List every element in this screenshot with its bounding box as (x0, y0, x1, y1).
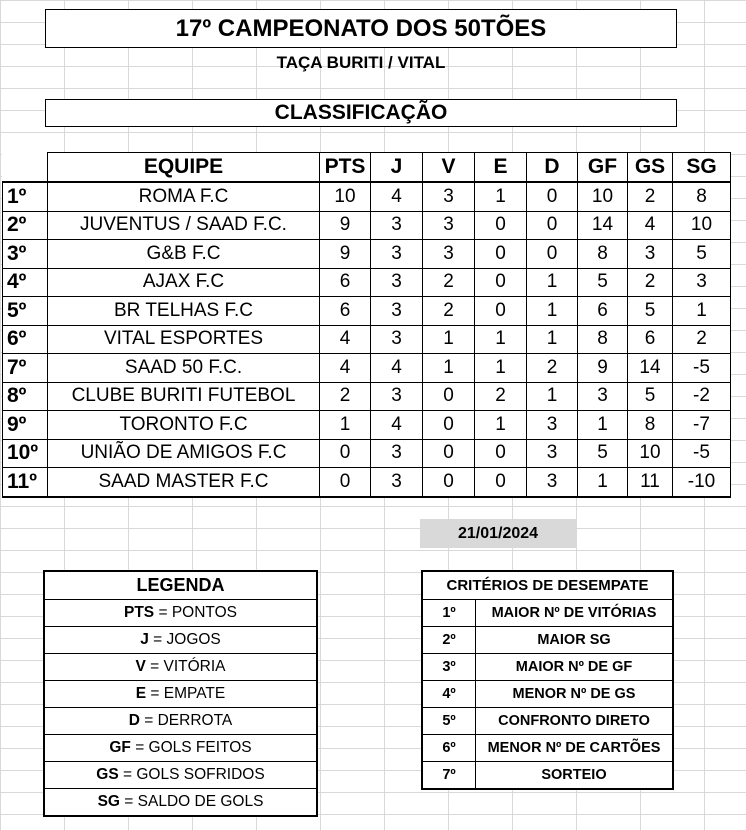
stat-v: 2 (423, 268, 475, 297)
column-header-j: J (371, 153, 423, 183)
team-name: AJAX F.C (48, 268, 320, 297)
legend-item (44, 708, 317, 735)
stat-d: 1 (527, 297, 578, 326)
stat-pts: 9 (320, 240, 371, 269)
stat-gs: 5 (628, 297, 673, 326)
stat-d: 3 (527, 439, 578, 468)
team-name: JUVENTUS / SAAD F.C. (48, 211, 320, 240)
stat-sg: 2 (673, 325, 731, 354)
standings-header-row (3, 153, 731, 183)
legend-abbr: SG (97, 793, 120, 810)
team-name: SAAD 50 F.C. (48, 354, 320, 383)
column-header-e: E (475, 153, 527, 183)
legend-entry (44, 789, 317, 817)
table-row (3, 211, 731, 240)
legend-title: LEGENDA (44, 571, 317, 600)
stat-d: 1 (527, 382, 578, 411)
stat-v: 3 (423, 182, 475, 211)
criteria-title: CRITÉRIOS DE DESEMPATE (422, 571, 673, 600)
column-header-gs: GS (628, 153, 673, 183)
legend-entry (44, 708, 317, 735)
legend-item (44, 654, 317, 681)
stat-gf: 1 (578, 411, 628, 440)
position-cell: 11º (3, 468, 48, 497)
team-name: CLUBE BURITI FUTEBOL (48, 382, 320, 411)
page-title: 17º CAMPEONATO DOS 50TÕES (45, 9, 677, 48)
stat-d: 0 (527, 182, 578, 211)
page-subtitle: TAÇA BURITI / VITAL (276, 53, 446, 72)
criteria-text: SORTEIO (476, 762, 674, 790)
table-row (3, 297, 731, 326)
stat-pts: 4 (320, 325, 371, 354)
criteria-text: MENOR Nº DE CARTÕES (476, 735, 674, 762)
stat-v: 3 (423, 211, 475, 240)
criteria-rank: 2º (422, 627, 476, 654)
stat-gs: 8 (628, 411, 673, 440)
stat-gf: 6 (578, 297, 628, 326)
stat-sg: -2 (673, 382, 731, 411)
criteria-rank: 5º (422, 708, 476, 735)
stat-j: 4 (371, 354, 423, 383)
legend-desc: = DERROTA (139, 712, 233, 729)
stat-e: 1 (475, 354, 527, 383)
stat-pts: 1 (320, 411, 371, 440)
stat-pts: 6 (320, 297, 371, 326)
legend-item (44, 735, 317, 762)
column-header-v: V (423, 153, 475, 183)
criteria-rank: 7º (422, 762, 476, 790)
stat-e: 0 (475, 268, 527, 297)
stat-e: 1 (475, 182, 527, 211)
legend-header-row (44, 571, 317, 600)
stat-sg: 1 (673, 297, 731, 326)
legend-abbr: J (140, 631, 149, 648)
stat-sg: -7 (673, 411, 731, 440)
legend-abbr: PTS (124, 604, 155, 621)
stat-pts: 10 (320, 182, 371, 211)
legend-desc: = PONTOS (154, 604, 237, 621)
legend-abbr: E (135, 685, 147, 702)
position-cell: 5º (3, 297, 48, 326)
legend-entry (44, 735, 317, 762)
criteria-rank: 6º (422, 735, 476, 762)
stat-v: 0 (423, 382, 475, 411)
legend-abbr: GS (96, 766, 119, 783)
criteria-body (422, 571, 673, 789)
table-row (3, 268, 731, 297)
stat-e: 1 (475, 325, 527, 354)
stat-pts: 2 (320, 382, 371, 411)
stat-sg: 10 (673, 211, 731, 240)
legend-item (44, 789, 317, 817)
stat-d: 1 (527, 268, 578, 297)
stat-gs: 3 (628, 240, 673, 269)
team-name: SAAD MASTER F.C (48, 468, 320, 497)
stat-e: 1 (475, 411, 527, 440)
stat-e: 0 (475, 240, 527, 269)
stat-j: 3 (371, 325, 423, 354)
legend-desc: = SALDO DE GOLS (119, 793, 264, 810)
stat-gs: 5 (628, 382, 673, 411)
stat-j: 3 (371, 268, 423, 297)
criteria-item (422, 600, 673, 627)
stat-j: 3 (371, 297, 423, 326)
stat-gf: 5 (578, 268, 628, 297)
stat-v: 0 (423, 439, 475, 468)
criteria-text: MAIOR Nº DE VITÓRIAS (476, 600, 674, 627)
stat-j: 3 (371, 468, 423, 497)
stat-v: 0 (423, 411, 475, 440)
table-row (3, 182, 731, 211)
criteria-item (422, 735, 673, 762)
legend-desc: = VITÓRIA (145, 658, 226, 675)
stat-d: 2 (527, 354, 578, 383)
table-row (3, 439, 731, 468)
criteria-text: CONFRONTO DIRETO (476, 708, 674, 735)
table-row (3, 240, 731, 269)
stat-gs: 6 (628, 325, 673, 354)
team-name: TORONTO F.C (48, 411, 320, 440)
table-row (3, 411, 731, 440)
stat-gs: 2 (628, 268, 673, 297)
legend-desc: = GOLS FEITOS (130, 739, 252, 756)
position-cell: 3º (3, 240, 48, 269)
legend-desc: = EMPATE (146, 685, 226, 702)
stat-j: 4 (371, 411, 423, 440)
team-name: UNIÃO DE AMIGOS F.C (48, 439, 320, 468)
table-row (3, 325, 731, 354)
stat-j: 4 (371, 182, 423, 211)
stat-gs: 11 (628, 468, 673, 497)
standings-table (2, 152, 731, 498)
position-cell: 10º (3, 439, 48, 468)
stat-d: 1 (527, 325, 578, 354)
stat-e: 0 (475, 297, 527, 326)
stat-gf: 5 (578, 439, 628, 468)
stat-e: 0 (475, 211, 527, 240)
stat-sg: -5 (673, 439, 731, 468)
legend-entry (44, 681, 317, 708)
legend-entry (44, 654, 317, 681)
legend-item (44, 762, 317, 789)
stat-gf: 1 (578, 468, 628, 497)
stat-v: 1 (423, 354, 475, 383)
stat-sg: -10 (673, 468, 731, 497)
legend-desc: = GOLS SOFRIDOS (118, 766, 265, 783)
legend-item (44, 600, 317, 627)
legend-entry (44, 627, 317, 654)
team-name: BR TELHAS F.C (48, 297, 320, 326)
stat-d: 0 (527, 211, 578, 240)
stat-v: 2 (423, 297, 475, 326)
stat-gf: 10 (578, 182, 628, 211)
stat-sg: -5 (673, 354, 731, 383)
tiebreak-criteria-table (421, 570, 674, 790)
stat-pts: 0 (320, 439, 371, 468)
criteria-item (422, 708, 673, 735)
stat-d: 3 (527, 468, 578, 497)
stat-d: 0 (527, 240, 578, 269)
table-row (3, 382, 731, 411)
column-header-pts: PTS (320, 153, 371, 183)
stat-gs: 14 (628, 354, 673, 383)
stat-j: 3 (371, 240, 423, 269)
standings-body (3, 182, 731, 497)
stat-sg: 5 (673, 240, 731, 269)
stat-gf: 3 (578, 382, 628, 411)
team-name: G&B F.C (48, 240, 320, 269)
criteria-header-row (422, 571, 673, 600)
stat-sg: 3 (673, 268, 731, 297)
stat-v: 3 (423, 240, 475, 269)
stat-pts: 0 (320, 468, 371, 497)
legend-entry (44, 762, 317, 789)
criteria-item (422, 627, 673, 654)
stat-v: 1 (423, 325, 475, 354)
position-cell: 9º (3, 411, 48, 440)
stat-e: 2 (475, 382, 527, 411)
legend-abbr: D (128, 712, 140, 729)
column-header-sg: SG (673, 153, 731, 183)
stat-j: 3 (371, 211, 423, 240)
stat-gs: 4 (628, 211, 673, 240)
date-label: 21/01/2024 (420, 519, 576, 548)
legend-table (43, 570, 318, 817)
legend-entry (44, 600, 317, 627)
criteria-text: MAIOR SG (476, 627, 674, 654)
table-row (3, 468, 731, 497)
stat-j: 3 (371, 439, 423, 468)
stat-pts: 9 (320, 211, 371, 240)
stat-pts: 4 (320, 354, 371, 383)
stat-gf: 9 (578, 354, 628, 383)
stat-sg: 8 (673, 182, 731, 211)
stat-gf: 14 (578, 211, 628, 240)
criteria-rank: 1º (422, 600, 476, 627)
stat-v: 0 (423, 468, 475, 497)
criteria-text: MENOR Nº DE GS (476, 681, 674, 708)
stat-e: 0 (475, 468, 527, 497)
stat-gf: 8 (578, 240, 628, 269)
stat-d: 3 (527, 411, 578, 440)
position-cell: 2º (3, 211, 48, 240)
legend-abbr: V (135, 658, 146, 675)
column-header-equipe: EQUIPE (48, 153, 320, 183)
position-cell: 4º (3, 268, 48, 297)
legend-desc: = JOGOS (148, 631, 221, 648)
column-header-gf: GF (578, 153, 628, 183)
position-cell: 6º (3, 325, 48, 354)
position-cell: 7º (3, 354, 48, 383)
criteria-item (422, 654, 673, 681)
stat-gs: 2 (628, 182, 673, 211)
team-name: VITAL ESPORTES (48, 325, 320, 354)
stat-j: 3 (371, 382, 423, 411)
stat-e: 0 (475, 439, 527, 468)
criteria-text: MAIOR Nº DE GF (476, 654, 674, 681)
section-title: CLASSIFICAÇÃO (45, 99, 677, 127)
team-name: ROMA F.C (48, 182, 320, 211)
criteria-rank: 3º (422, 654, 476, 681)
stat-pts: 6 (320, 268, 371, 297)
column-header-d: D (527, 153, 578, 183)
criteria-item (422, 681, 673, 708)
stat-gf: 8 (578, 325, 628, 354)
legend-item (44, 627, 317, 654)
position-cell: 8º (3, 382, 48, 411)
criteria-item (422, 762, 673, 790)
stat-gs: 10 (628, 439, 673, 468)
criteria-rank: 4º (422, 681, 476, 708)
legend-abbr: GF (109, 739, 131, 756)
table-row (3, 354, 731, 383)
legend-item (44, 681, 317, 708)
position-cell: 1º (3, 182, 48, 211)
legend-body (44, 571, 317, 816)
